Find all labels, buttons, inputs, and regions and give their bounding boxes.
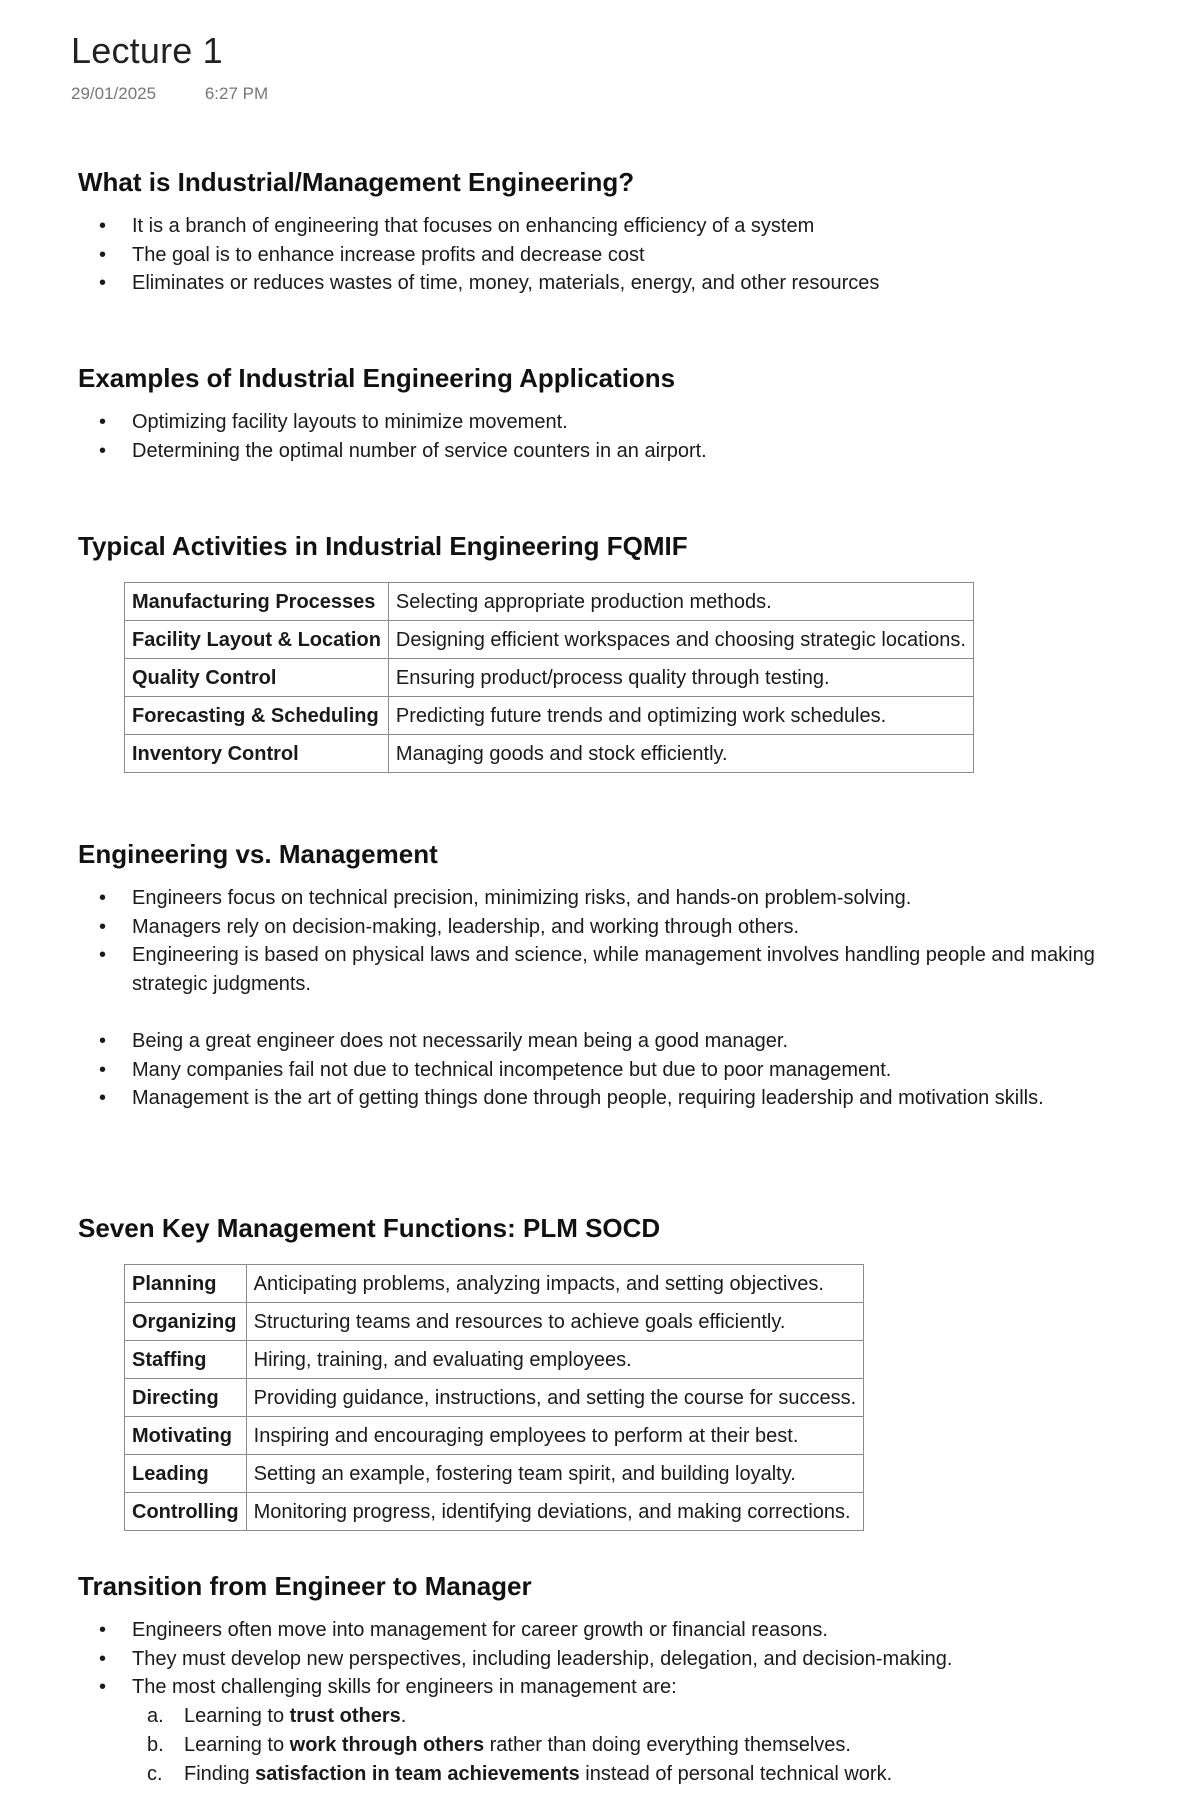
table-cell-value: Anticipating problems, analyzing impacts, and setting objectives. (246, 1265, 864, 1303)
list-item: • The goal is to enhance increase profits and decrease cost (78, 241, 879, 270)
table-cell-key: Staffing (125, 1341, 247, 1379)
table-cell-key: Inventory Control (125, 735, 389, 773)
table-row (125, 1303, 864, 1341)
list-item: • Determining the optimal number of service counters in an airport. (78, 437, 707, 466)
list-item: • Optimizing facility layouts to minimize movement. (78, 408, 707, 437)
table-cell-key: Facility Layout & Location (125, 621, 389, 659)
table-cell-key: Leading (125, 1455, 247, 1493)
table-row (125, 1341, 864, 1379)
text-run: rather than doing everything themselves. (484, 1733, 851, 1756)
list-item: • Engineers focus on technical precision, minimizing risks, and hands-on problem-solving. (78, 884, 1138, 913)
table-cell-key: Motivating (125, 1417, 247, 1455)
list-item: • Management is the art of getting things done through people, requiring leadership and motivation skills. (78, 1084, 1138, 1113)
list-item: • It is a branch of engineering that focuses on enhancing efficiency of a system (78, 212, 879, 241)
list-item: • Being a great engineer does not necessarily mean being a good manager. (78, 1027, 1138, 1056)
table-cell-value: Providing guidance, instructions, and setting the course for success. (246, 1379, 864, 1417)
list-marker: a. (147, 1705, 164, 1728)
table-cell-value: Predicting future trends and optimizing work schedules. (388, 697, 973, 735)
note-date: 29/01/2025 (71, 84, 157, 103)
text-run: Learning to (184, 1705, 290, 1728)
table-cell-value: Managing goods and stock efficiently. (388, 735, 973, 773)
section-heading: Engineering vs. Management (78, 839, 438, 869)
section-management-functions (78, 1208, 864, 1531)
table-cell-value: Selecting appropriate production methods. (388, 583, 973, 621)
activities-table (124, 582, 974, 773)
section-heading: Seven Key Management Functions: PLM SOCD (78, 1213, 661, 1243)
table-cell-value: Designing efficient workspaces and choosing strategic locations. (388, 621, 973, 659)
table-cell-key: Directing (125, 1379, 247, 1417)
list-marker: b. (147, 1733, 164, 1756)
table-row (125, 583, 974, 621)
emphasis-text: work through others (289, 1733, 485, 1756)
bullet-list (78, 1616, 952, 1702)
table-row (125, 1455, 864, 1493)
table-row (125, 621, 974, 659)
table-cell-value: Hiring, training, and evaluating employees. (246, 1341, 864, 1379)
bullet-list (78, 1027, 1138, 1113)
section-transition (78, 1566, 952, 1788)
page-title: Lecture 1 (71, 30, 223, 71)
list-item: • The most challenging skills for engineers in management are: (78, 1673, 952, 1702)
list-item: • Eliminates or reduces wastes of time, money, materials, energy, and other resources (78, 269, 879, 298)
bullet-list (78, 884, 1138, 999)
table-cell-value: Inspiring and encouraging employees to perform at their best. (246, 1417, 864, 1455)
table-cell-value: Monitoring progress, identifying deviations, and making corrections. (246, 1493, 864, 1531)
table-cell-key: Quality Control (125, 659, 389, 697)
section-what-is-ie (78, 162, 879, 298)
text-run: Finding (184, 1762, 256, 1785)
section-typical-activities (78, 526, 974, 773)
section-heading: What is Industrial/Management Engineering? (78, 167, 635, 197)
functions-table (124, 1264, 864, 1531)
bullet-list (78, 212, 879, 298)
section-heading: Transition from Engineer to Manager (78, 1571, 532, 1601)
list-item (78, 1731, 952, 1760)
table-cell-value: Ensuring product/process quality through testing. (388, 659, 973, 697)
table-row (125, 1379, 864, 1417)
list-item (78, 1760, 952, 1789)
list-item: • They must develop new perspectives, including leadership, delegation, and decision-making. (78, 1645, 952, 1674)
section-examples (78, 358, 707, 465)
section-heading: Typical Activities in Industrial Engineering FQMIF (78, 531, 688, 561)
table-cell-key: Manufacturing Processes (125, 583, 389, 621)
table-cell-key: Forecasting & Scheduling (125, 697, 389, 735)
table-row (125, 697, 974, 735)
note-time: 6:27 PM (204, 84, 269, 103)
table-cell-key: Planning (125, 1265, 247, 1303)
table-row (125, 1493, 864, 1531)
sub-list (78, 1702, 952, 1788)
list-item: • Many companies fail not due to technical incompetence but due to poor management. (78, 1056, 1138, 1085)
table-cell-key: Controlling (125, 1493, 247, 1531)
section-engineering-vs-management (78, 834, 1138, 1113)
note-timestamp (71, 84, 268, 104)
emphasis-text: trust others (289, 1705, 401, 1728)
table-cell-value: Structuring teams and resources to achieve goals efficiently. (246, 1303, 864, 1341)
list-item: • Engineering is based on physical laws and science, while management involves handling people and making strategic judgments. (78, 941, 1138, 998)
text-run: instead of personal technical work. (579, 1762, 893, 1785)
table-cell-key: Organizing (125, 1303, 247, 1341)
emphasis-text: satisfaction in team achievements (255, 1762, 580, 1785)
table-row (125, 735, 974, 773)
table-cell-value: Setting an example, fostering team spirit, and building loyalty. (246, 1455, 864, 1493)
table-row (125, 659, 974, 697)
bullet-list (78, 408, 707, 465)
list-item: • Managers rely on decision-making, leadership, and working through others. (78, 913, 1138, 942)
list-item: • Engineers often move into management for career growth or financial reasons. (78, 1616, 952, 1645)
section-heading: Examples of Industrial Engineering Applications (78, 363, 676, 393)
list-item (78, 1702, 952, 1731)
table-row (125, 1265, 864, 1303)
list-marker: c. (147, 1762, 163, 1785)
text-run: . (400, 1705, 407, 1728)
text-run: Learning to (184, 1733, 290, 1756)
table-row (125, 1417, 864, 1455)
